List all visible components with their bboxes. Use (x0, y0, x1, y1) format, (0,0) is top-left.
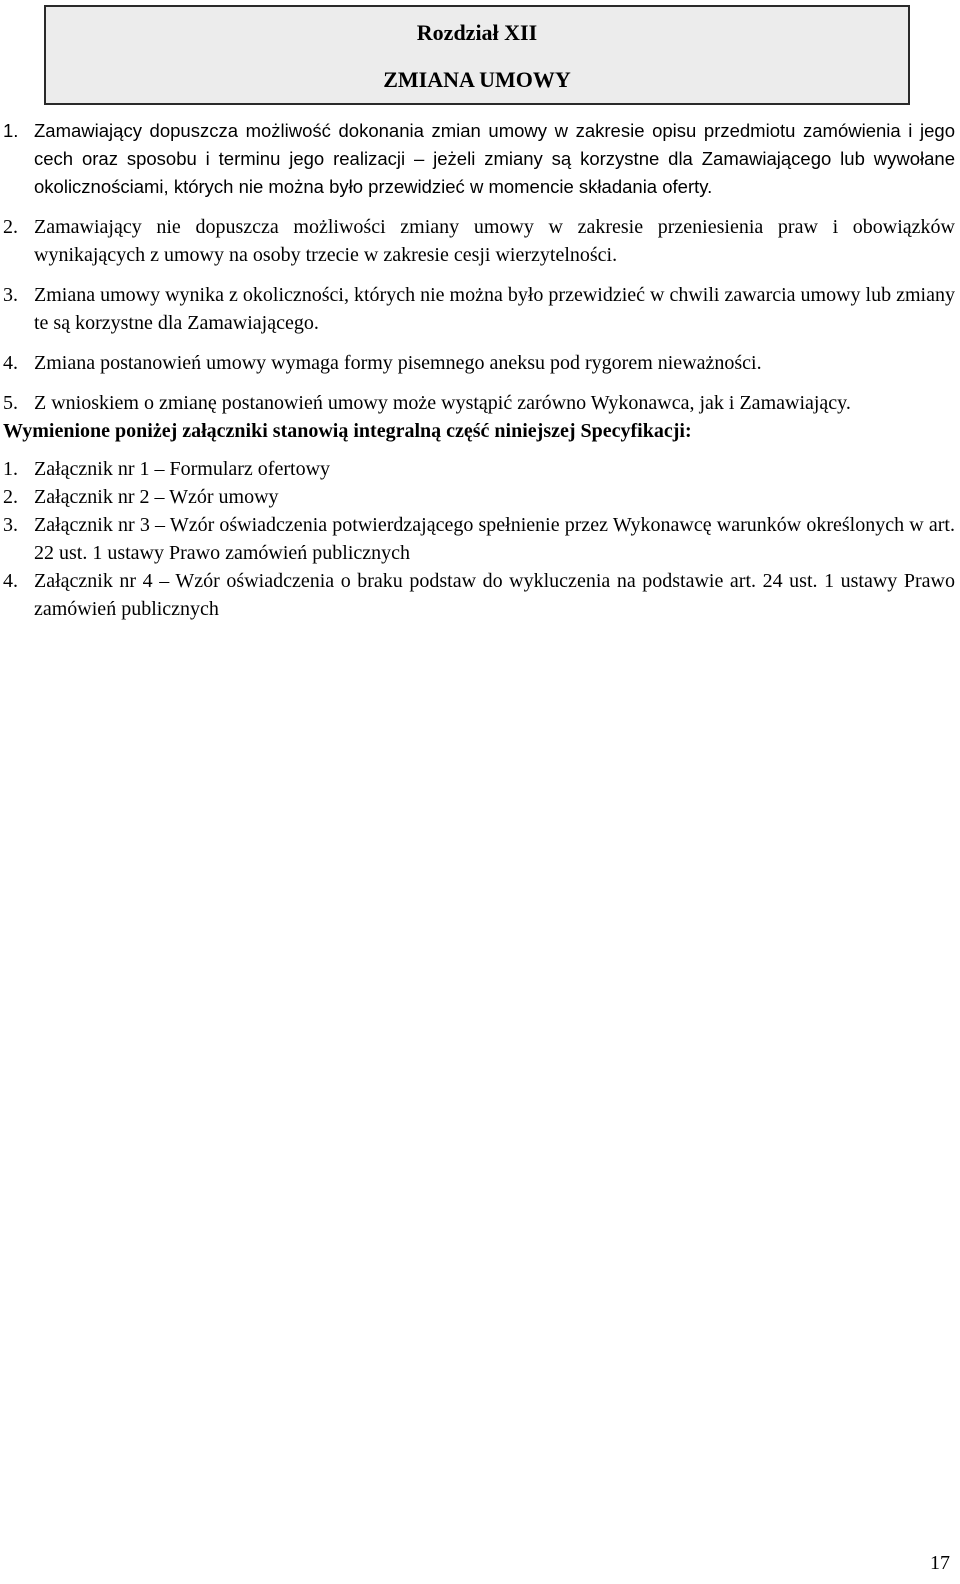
attachment-item-1 (3, 455, 955, 483)
paragraph-text: Zamawiający dopuszcza możliwość dokonania zmian umowy w zakresie opisu przedmiotu zamówienia i jego cech oraz sposobu i terminu jego realizacji – jeżeli zmiany są korzystne dla Zamawiającego lub wywołane okolicznościami, których nie można było przewidzieć w momencie składania oferty. (34, 120, 955, 197)
paragraph-4 (3, 349, 955, 377)
attachment-number: 2. (3, 486, 18, 508)
paragraph-5 (3, 389, 955, 417)
attachment-text: Załącznik nr 2 – Wzór umowy (34, 486, 279, 508)
paragraph-3 (3, 281, 955, 337)
attachments-heading: Wymienione poniżej załączniki stanowią integralną część niniejszej Specyfikacji: (3, 420, 692, 442)
document-body (3, 117, 955, 623)
attachment-number: 3. (3, 514, 18, 536)
paragraph-1 (3, 117, 955, 201)
paragraph-text: Zmiana postanowień umowy wymaga formy pisemnego aneksu pod rygorem nieważności. (34, 352, 762, 374)
paragraph-text: Z wnioskiem o zmianę postanowień umowy może wystąpić zarówno Wykonawca, jak i Zamawiający. (34, 392, 851, 414)
paragraph-number: 3. (3, 284, 18, 306)
paragraph-text: Zmiana umowy wynika z okoliczności, których nie można było przewidzieć w chwili zawarcia umowy lub zmiany te są korzystne dla Zamawiającego. (34, 284, 955, 334)
paragraph-2 (3, 213, 955, 269)
chapter-number: Rozdział XII (416, 20, 538, 45)
attachment-number: 4. (3, 570, 18, 592)
paragraph-number: 1. (3, 120, 19, 141)
chapter-header-box (44, 5, 910, 105)
page-number: 17 (930, 1552, 950, 1574)
attachment-text: Załącznik nr 1 – Formularz ofertowy (34, 458, 331, 480)
attachment-text: Załącznik nr 4 – Wzór oświadczenia o braku podstaw do wykluczenia na podstawie art. 24 ust. 1 ustawy Prawo zamówień publicznych (34, 570, 955, 620)
attachment-number: 1. (3, 458, 18, 480)
paragraph-number: 2. (3, 216, 18, 238)
paragraph-number: 5. (3, 392, 18, 414)
attachment-item-4 (3, 567, 955, 623)
attachment-item-3 (3, 511, 955, 567)
paragraph-text: Zamawiający nie dopuszcza możliwości zmiany umowy w zakresie przeniesienia praw i obowiązków wynikających z umowy na osoby trzecie w zakresie cesji wierzytelności. (34, 216, 955, 266)
attachment-text: Załącznik nr 3 – Wzór oświadczenia potwierdzającego spełnienie przez Wykonawcę warunków określonych w art. 22 ust. 1 ustawy Prawo zamówień publicznych (34, 514, 955, 564)
paragraph-number: 4. (3, 352, 18, 374)
chapter-title: ZMIANA UMOWY (383, 67, 571, 92)
attachment-item-2 (3, 483, 955, 511)
